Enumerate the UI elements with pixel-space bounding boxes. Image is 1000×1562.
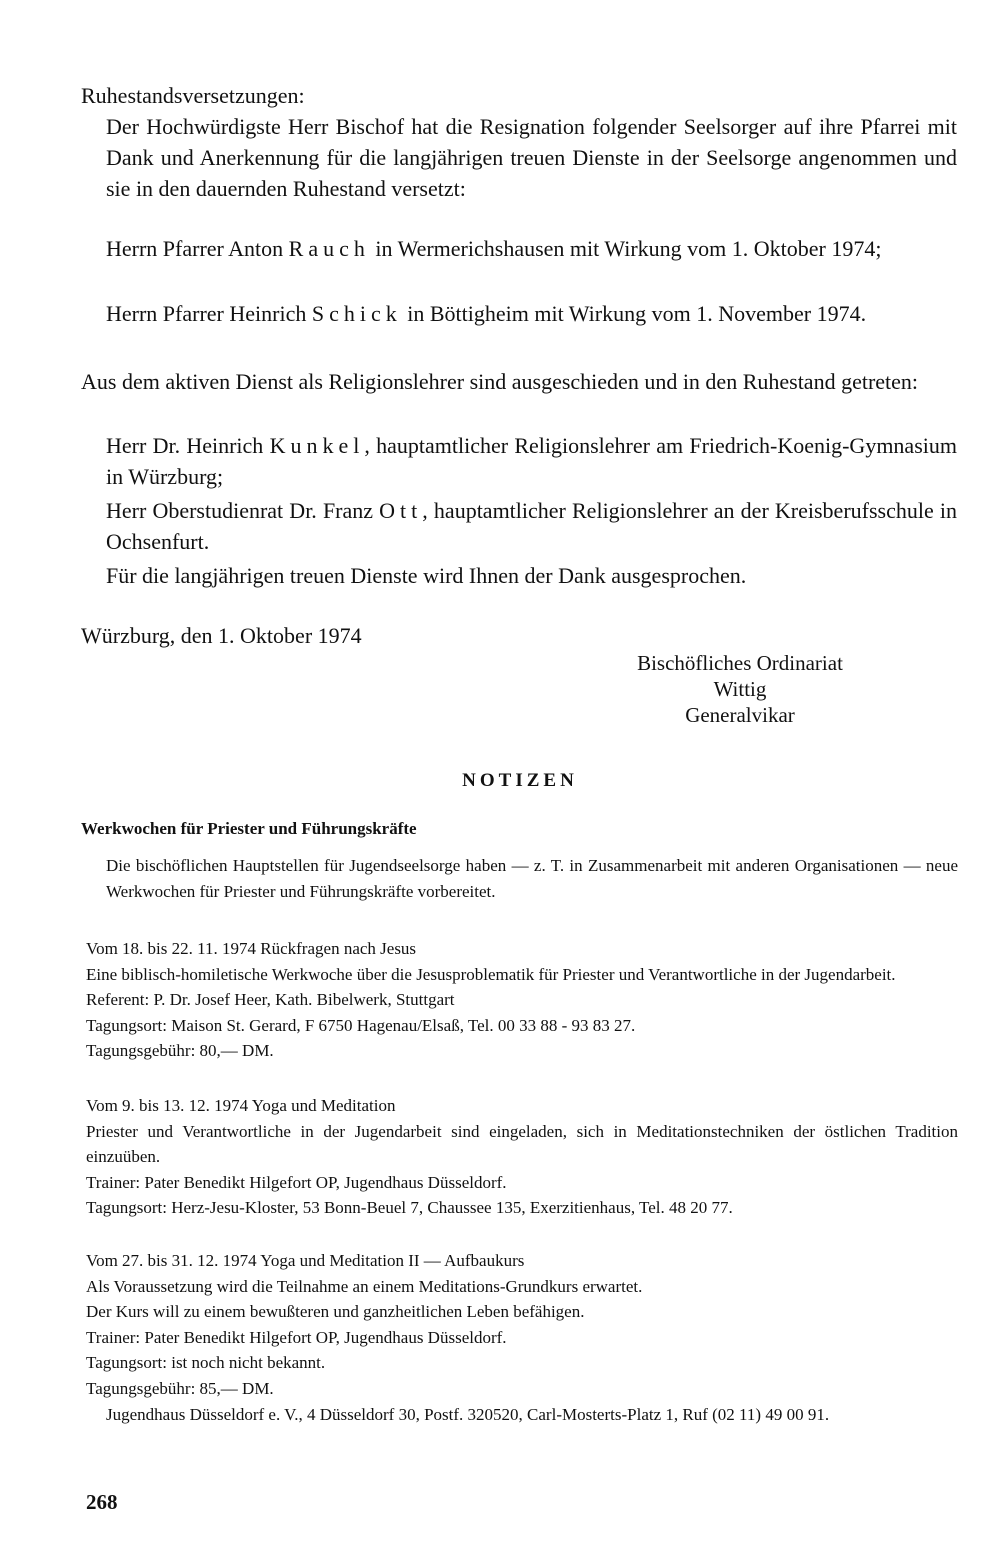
retirements-intro: Der Hochwürdigste Herr Bischof hat die Resignation folgender Seelsorger auf ihre Pfarrei mit Dank und Anerkennung für die langjährigen treuen Dienste in der Seelsorge angenommen und sie in den dauernden Ruhestand versetzt: — [106, 114, 957, 201]
signature-block — [560, 650, 920, 728]
teacher-entry-ott — [106, 495, 957, 557]
teacher-entry-kunkel — [106, 430, 957, 492]
entry-prefix: Herrn Pfarrer Anton — [106, 236, 289, 261]
signature-name: Wittig — [713, 677, 767, 701]
event-line: Tagungsort: Herz-Jesu-Kloster, 53 Bonn-Beuel 7, Chaussee 135, Exerzitienhaus, Tel. 48 20 77. — [86, 1198, 733, 1217]
entry-suffix: , hauptamtlicher Religionslehrer am Friedrich-Koenig-Gymnasium in Würzburg; — [106, 433, 957, 489]
event-line: Vom 27. bis 31. 12. 1974 Yoga und Meditation II — Aufbaukurs — [86, 1251, 525, 1270]
entry-prefix: Herr Dr. Heinrich — [106, 433, 270, 458]
event-line: Priester und Verantwortliche in der Jugendarbeit sind eingeladen, sich in Meditationstechniken der östlichen Tradition einzuüben. — [86, 1121, 958, 1166]
event-line: Tagungsort: Maison St. Gerard, F 6750 Hagenau/Elsaß, Tel. 00 33 88 - 93 83 27. — [86, 1015, 636, 1035]
teacher-name: Kunkel — [269, 433, 365, 458]
notices-intro: Die bischöflichen Hauptstellen für Jugendseelsorge haben — z. T. in Zusammenarbeit mit anderen Organisationen — neue Werkwochen für Priester und Führungskräfte vorbereitet. — [106, 856, 958, 901]
thanks-line: Für die langjährigen treuen Dienste wird Ihnen der Dank ausgesprochen. — [106, 563, 747, 588]
teacher-name: Ott — [379, 498, 423, 523]
event-line: Tagungsort: ist noch nicht bekannt. — [86, 1353, 326, 1372]
event-line: Eine biblisch-homiletische Werkwoche über die Jesusproblematik für Priester und Verantwortliche in der Jugendarbeit. — [86, 964, 896, 984]
priest-name: Rauch — [288, 236, 370, 261]
event-line: Vom 18. bis 22. 11. 1974 Rückfragen nach Jesus — [86, 939, 417, 958]
event-1 — [86, 936, 958, 1064]
page-number: 268 — [86, 1490, 118, 1514]
retirement-entry-schick — [106, 298, 957, 329]
dateline: Würzburg, den 1. Oktober 1974 — [81, 623, 362, 648]
event-line: Trainer: Pater Benedikt Hilgefort OP, Jugendhaus Düsseldorf. — [86, 1172, 507, 1192]
notices-title: NOTIZEN — [462, 770, 578, 791]
event-line: Der Kurs will zu einem bewußteren und ganzheitlichen Leben befähigen. — [86, 1302, 585, 1321]
retirement-entry-rauch — [106, 233, 957, 264]
entry-prefix: Herr Oberstudienrat Dr. Franz — [106, 498, 380, 523]
event-line: Referent: P. Dr. Josef Heer, Kath. Bibelwerk, Stuttgart — [86, 990, 455, 1009]
event-line: Trainer: Pater Benedikt Hilgefort OP, Jugendhaus Düsseldorf. — [86, 1327, 507, 1347]
entry-suffix: in Wermerichshausen mit Wirkung vom 1. Oktober 1974; — [369, 236, 882, 261]
event-3 — [86, 1248, 966, 1401]
signature-office: Bischöfliches Ordinariat — [637, 651, 843, 675]
contact-address: Jugendhaus Düsseldorf e. V., 4 Düsseldorf 30, Postf. 320520, Carl-Mosterts-Platz 1, Ruf (02 11) 49 00 91. — [106, 1405, 830, 1424]
priest-name: Schick — [311, 301, 402, 326]
entry-suffix: in Böttigheim mit Wirkung vom 1. November 1974. — [401, 301, 867, 326]
retirements-heading: Ruhestandsversetzungen: — [81, 83, 305, 108]
event-2 — [86, 1093, 958, 1221]
entry-prefix: Herrn Pfarrer Heinrich — [106, 301, 312, 326]
entry-suffix: , hauptamtlicher Religionslehrer an der Kreisberufsschule in Ochsenfurt. — [106, 498, 957, 554]
event-line: Vom 9. bis 13. 12. 1974 Yoga und Meditation — [86, 1096, 396, 1115]
signature-title: Generalvikar — [685, 703, 795, 727]
event-line: Tagungsgebühr: 80,— DM. — [86, 1041, 274, 1060]
event-line: Als Voraussetzung wird die Teilnahme an einem Meditations-Grundkurs erwartet. — [86, 1276, 643, 1296]
notices-subheading: Werkwochen für Priester und Führungskräfte — [81, 819, 417, 838]
event-line: Tagungsgebühr: 85,— DM. — [86, 1378, 274, 1398]
teachers-intro: Aus dem aktiven Dienst als Religionslehrer sind ausgeschieden und in den Ruhestand getreten: — [81, 369, 919, 394]
